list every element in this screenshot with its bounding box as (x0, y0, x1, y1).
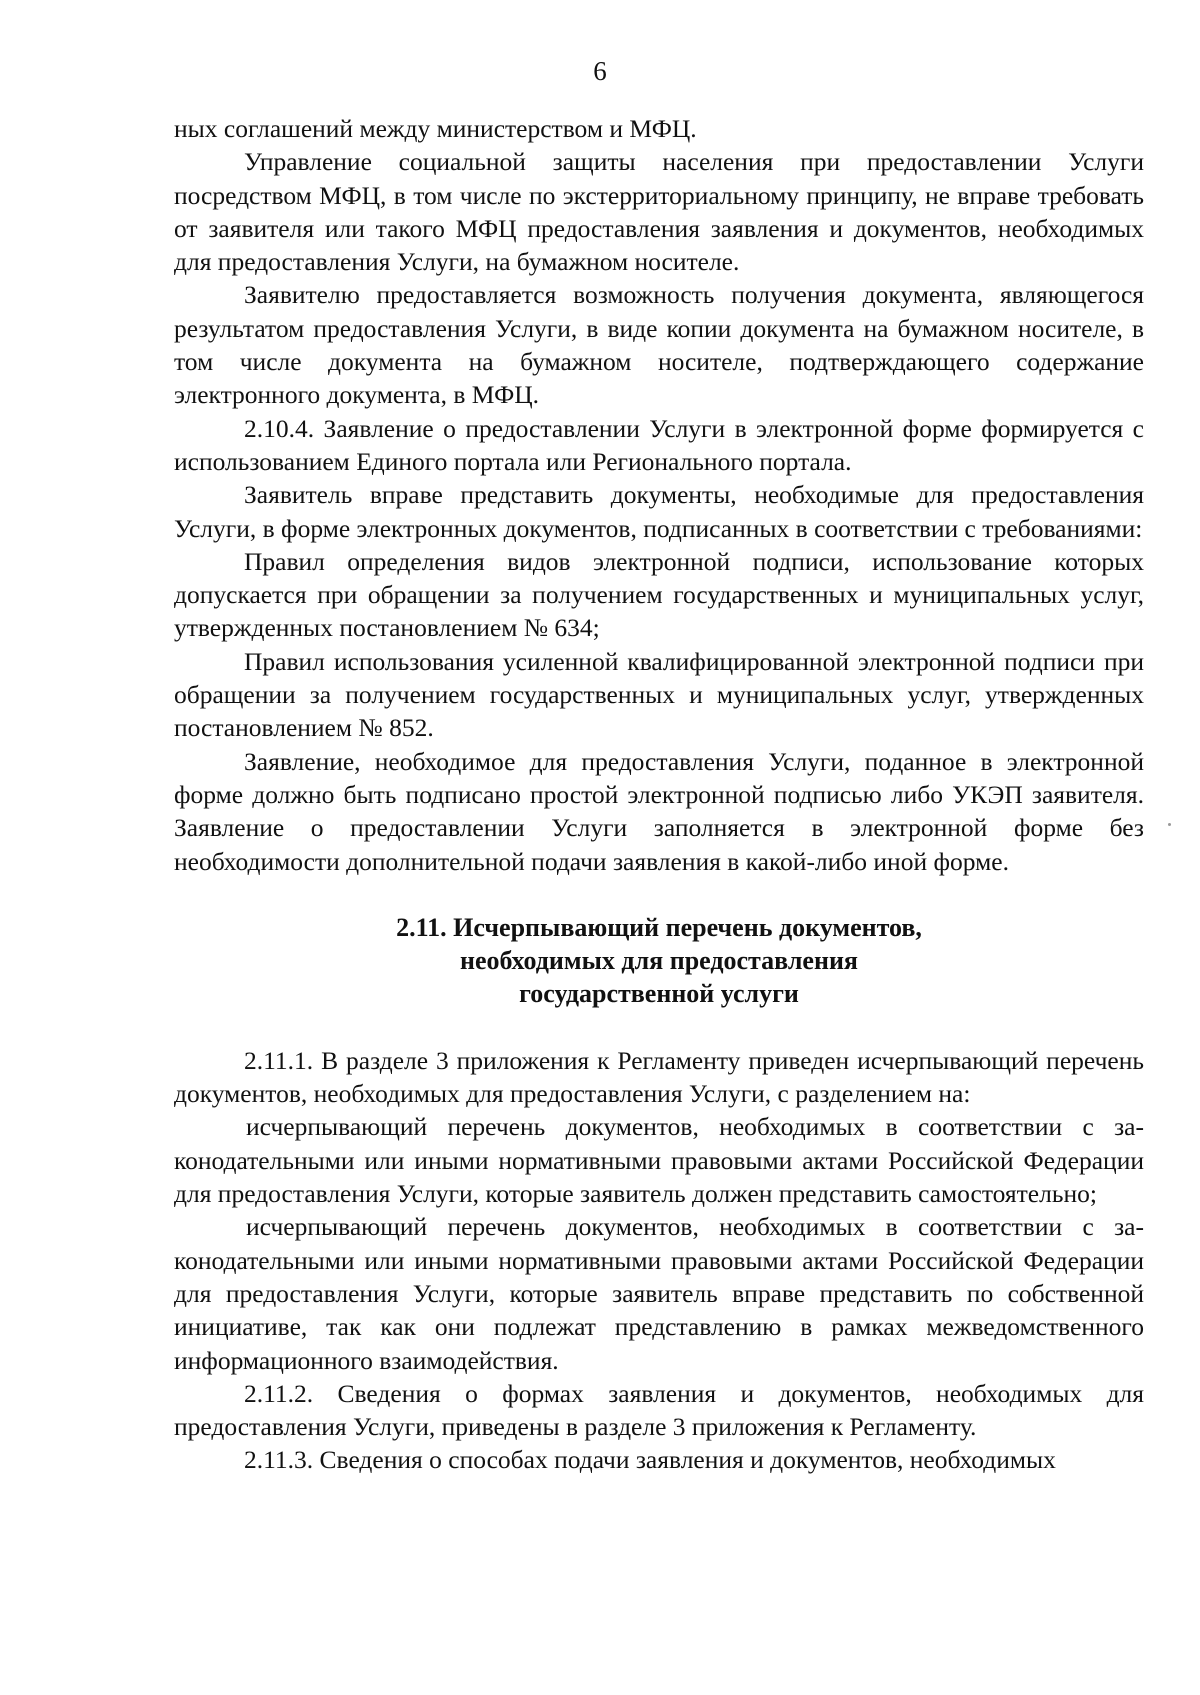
section-heading (174, 878, 1144, 1044)
paragraph: ных соглашений между министерством и МФЦ. (174, 114, 697, 143)
list-paragraph: исчерпывающий перечень документов, необходимых в соответствии с законодательными или иными нормативными правовыми актами Российской Федерации для предоставления Услуги, которые заявитель должен представить самостоятельно; (174, 1112, 1144, 1209)
section-heading-line: государственной услуги (519, 978, 799, 1008)
paragraph: Заявитель вправе представить документы, необходимые для предоставления Услуги, в форме электронных документов, подписанных в соответствии с требованиями: (174, 480, 1144, 543)
section-heading-line: 2.11. Исчерпывающий перечень документов, (396, 912, 922, 942)
paragraph: Заявителю предоставляется возможность получения документа, являющегося результатом предоставления Услуги, в виде копии документа на бумажном носителе, в том числе документа на бумажном носителе, подтверждающего содержание электронного документа, в МФЦ. (174, 280, 1144, 410)
paragraph: Управление социальной защиты населения при предоставлении Услуги посредством МФЦ, в том числе по экстерриториальному принципу, не вправе требовать от заявителя или такого МФЦ предоставления заявления и документов, необходимых для предоставления Услуги, на бумажном носителе. (174, 147, 1144, 277)
paragraph: 2.10.4. Заявление о предоставлении Услуги в электронной форме формируется с использованием Единого портала или Регионального портала. (174, 413, 1144, 476)
paragraph: 2.11.3. Сведения о способах подачи заявления и документов, необходимых (244, 1445, 1056, 1475)
scan-speck (1168, 823, 1171, 826)
list-paragraph: исчерпывающий перечень документов, необходимых в соответствии с законодательными или иными нормативными правовыми актами Российской Федерации для предоставления Услуги, которые заявитель вправе представить по собственной инициативе, так как они подлежат представлению в рамках межведомственного информационного взаимодействия. (174, 1212, 1144, 1375)
page-number: 6 (593, 56, 607, 86)
paragraph: 2.11.2. Сведения о формах заявления и документов, необходимых для предоставления Услуги, приведены в разделе 3 приложения к Регламенту. (174, 1378, 1144, 1442)
paragraph: Правил определения видов электронной подписи, использование которых допускается при обращении за получением государственных и муниципальных услуг, утвержденных постановлением № 634; (174, 546, 1144, 643)
paragraph: 2.11.1. В разделе 3 приложения к Регламенту приведен исчерпывающий перечень документов, необходимых для предоставления Услуги, с разделением на: (174, 1045, 1144, 1109)
document-body (174, 112, 1144, 1477)
section-heading-line: необходимых для предоставления (459, 945, 858, 975)
paragraph: Заявление, необходимое для предоставления Услуги, поданное в электронной форме должно быть подписано простой электронной подписью либо УКЭП заявителя. Заявление о предоставлении Услуги заполняется в электронной форме без необходимости дополнительной подачи заявления в какой-либо иной форме. (174, 746, 1144, 876)
paragraph: Правил использования усиленной квалифицированной электронной подписи при обращении за получением государственных и муниципальных услуг, утвержденных постановлением № 852. (174, 646, 1144, 743)
